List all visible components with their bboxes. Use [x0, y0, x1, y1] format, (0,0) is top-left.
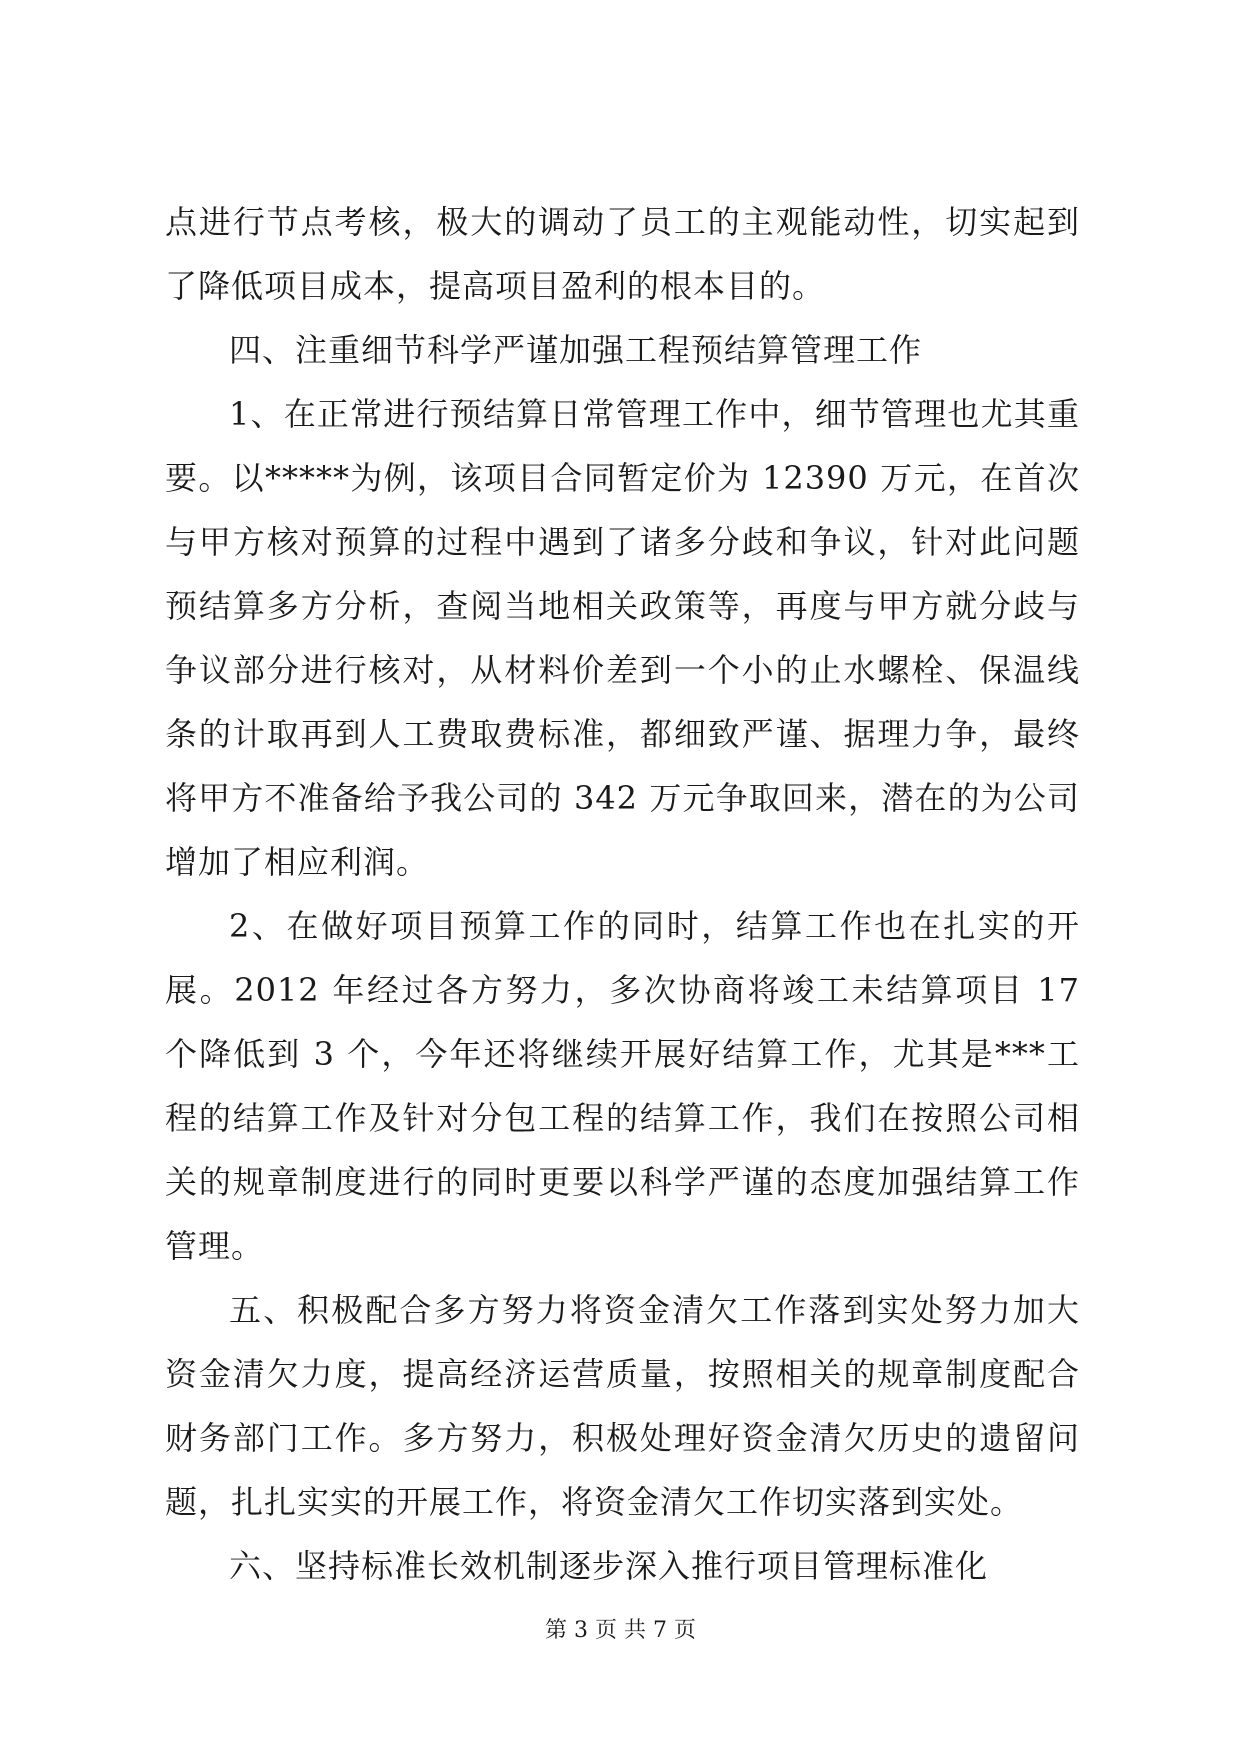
page-number-footer: 第 3 页 共 7 页 [545, 1618, 696, 1643]
paragraph-1: 点进行节点考核，极大的调动了员工的主观能动性，切实起到了降低项目成本，提高项目盈利的根本目的。 [165, 203, 1080, 305]
paragraph-item-2: 2、在做好项目预算工作的同时，结算工作也在扎实的开展。2012 年经过各方努力，多次协商将竣工未结算项目 17 个降低到 3 个，今年还将继续开展好结算工作，尤其是***工程的结算工作及针对分包工程的结算工作，我们在按照公司相关的规章制度进行的同时更要以科学严谨的态度加强结算工作管理。 [165, 907, 1080, 1265]
section-heading-5: 五、积极配合多方努力将资金清欠工作落到实处努力加大资金清欠力度，提高经济运营质量，按照相关的规章制度配合财务部门工作。多方努力，积极处理好资金清欠历史的遗留问题，扎扎实实的开展工作，将资金清欠工作切实落到实处。 [165, 1291, 1080, 1521]
document-body [165, 190, 1080, 1598]
section-heading-6: 六、坚持标准长效机制逐步深入推行项目管理标准化 [229, 1547, 989, 1585]
section-heading-4: 四、注重细节科学严谨加强工程预结算管理工作 [229, 331, 923, 369]
paragraph-item-1: 1、在正常进行预结算日常管理工作中，细节管理也尤其重要。以*****为例，该项目合同暂定价为 12390 万元，在首次与甲方核对预算的过程中遇到了诸多分歧和争议，针对此问题预结算多方分析，查阅当地相关政策等，再度与甲方就分歧与争议部分进行核对，从材料价差到一个小的止水螺栓、保温线条的计取再到人工费取费标准，都细致严谨、据理力争，最终将甲方不准备给予我公司的 342 万元争取回来，潜在的为公司增加了相应利润。 [165, 395, 1080, 881]
